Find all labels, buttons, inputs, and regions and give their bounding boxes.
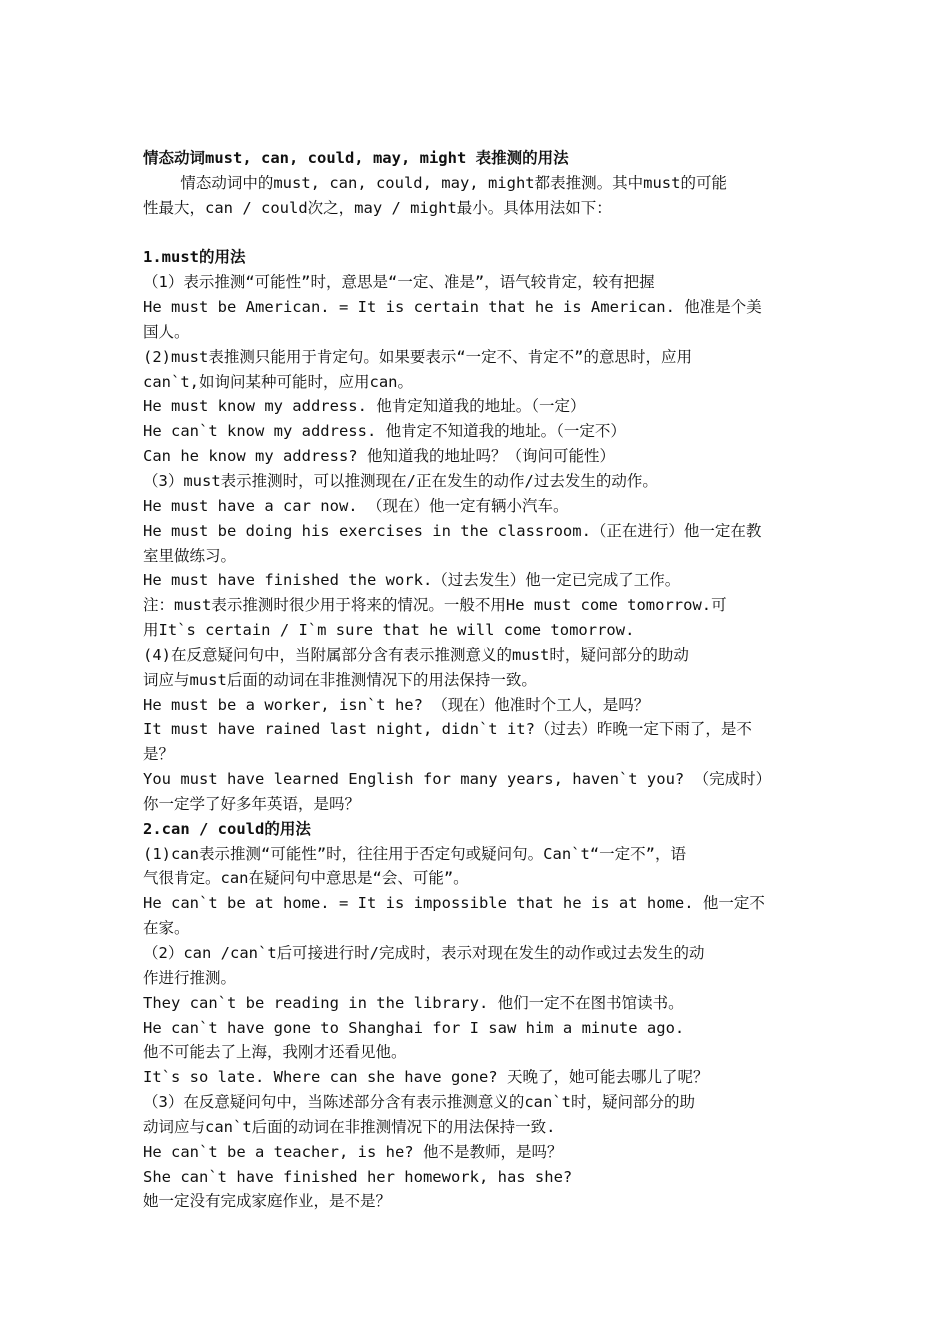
text-line: You must have learned English for many years, haven`t you? （完成时） — [143, 770, 772, 789]
document-title: 情态动词must, can, could, may, might 表推测的用法 — [143, 149, 569, 167]
text-line: 气很肯定。can在疑问句中意思是“会、可能”。 — [143, 869, 469, 888]
text-line: He must have a car now. （现在）他一定有辆小汽车。 — [143, 496, 569, 515]
text-line: He must know my address. 他肯定知道我的地址。（一定） — [143, 397, 586, 416]
text-line: 她一定没有完成家庭作业，是不是？ — [143, 1192, 392, 1211]
section-heading: 2.can / could的用法 — [143, 819, 311, 838]
intro-paragraph — [143, 171, 813, 221]
text-line: She can`t have finished her homework, has she? — [143, 1167, 573, 1186]
text-line: 用It`s certain / I`m sure that he will come tomorrow. — [143, 621, 635, 640]
section-can-could — [143, 817, 813, 1215]
text-line: He must have finished the work.（过去发生）他一定已完成了工作。 — [143, 571, 681, 590]
blank-line — [143, 221, 813, 246]
section-must — [143, 245, 813, 816]
text-line: 他不可能去了上海，我刚才还看见他。 — [143, 1043, 407, 1062]
text-line: （3）在反意疑问句中，当陈述部分含有表示推测意义的can`t时，疑问部分的助 — [143, 1093, 695, 1112]
text-line: 动词应与can`t后面的动词在非推测情况下的用法保持一致. — [143, 1117, 556, 1136]
intro-line: 性最大，can / could次之，may / might最小。具体用法如下： — [143, 198, 612, 217]
text-line: (1)can表示推测“可能性”时，往往用于否定句或疑问句。Can`t“一定不”，语 — [143, 844, 686, 863]
text-line: He can`t know my address. 他肯定不知道我的地址。（一定不） — [143, 422, 626, 441]
text-line: He can`t be a teacher, is he? 他不是教师，是吗？ — [143, 1142, 563, 1161]
text-line: 室里做练习。 — [143, 546, 237, 565]
text-line: can`t,如询问某种可能时，应用can。 — [143, 372, 413, 391]
text-line: He must be American. = It is certain that he is American. 他准是个美 — [143, 298, 762, 317]
text-line: He can`t be at home. = It is impossible that he is at home. 他一定不 — [143, 894, 765, 913]
text-line: 词应与must后面的动词在非推测情况下的用法保持一致。 — [143, 670, 537, 689]
text-line: They can`t be reading in the library. 他们一定不在图书馆读书。 — [143, 993, 684, 1012]
text-line: He must be a worker, isn`t he? （现在）他准时个工人，是吗？ — [143, 695, 650, 714]
document-page — [143, 146, 813, 1214]
text-line: 你一定学了好多年英语，是吗？ — [143, 794, 361, 813]
intro-line: 情态动词中的must, can, could, may, might都表推测。其中must的可能 — [143, 173, 727, 192]
text-line: It must have rained last night, didn`t it?（过去）昨晚一定下雨了，是不 — [143, 720, 752, 739]
text-line: 国人。 — [143, 322, 190, 341]
text-line: It`s so late. Where can she have gone? 天晚了，她可能去哪儿了呢？ — [143, 1068, 709, 1087]
section-heading: 1.must的用法 — [143, 248, 246, 267]
text-line: (4)在反意疑问句中，当附属部分含有表示推测意义的must时，疑问部分的助动 — [143, 645, 689, 664]
text-line: （2）can /can`t后可接进行时/完成时，表示对现在发生的动作或过去发生的动 — [143, 944, 705, 962]
text-line: Can he know my address? 他知道我的地址吗？（询问可能性） — [143, 447, 615, 466]
text-line: He must be doing his exercises in the classroom.（正在进行）他一定在教 — [143, 521, 762, 540]
text-line: （3）must表示推测时，可以推测现在/正在发生的动作/过去发生的动作。 — [143, 471, 658, 490]
text-line: 在家。 — [143, 919, 190, 938]
text-line: （1）表示推测“可能性”时，意思是“一定、准是”，语气较肯定，较有把握 — [143, 273, 655, 292]
text-line: 注：must表示推测时很少用于将来的情况。一般不用He must come tomorrow.可 — [143, 596, 727, 615]
text-line: 作进行推测。 — [143, 968, 237, 987]
text-line: (2)must表推测只能用于肯定句。如果要表示“一定不、肯定不”的意思时，应用 — [143, 347, 692, 366]
text-line: He can`t have gone to Shanghai for I saw him a minute ago. — [143, 1018, 685, 1037]
text-line: 是？ — [143, 745, 175, 764]
